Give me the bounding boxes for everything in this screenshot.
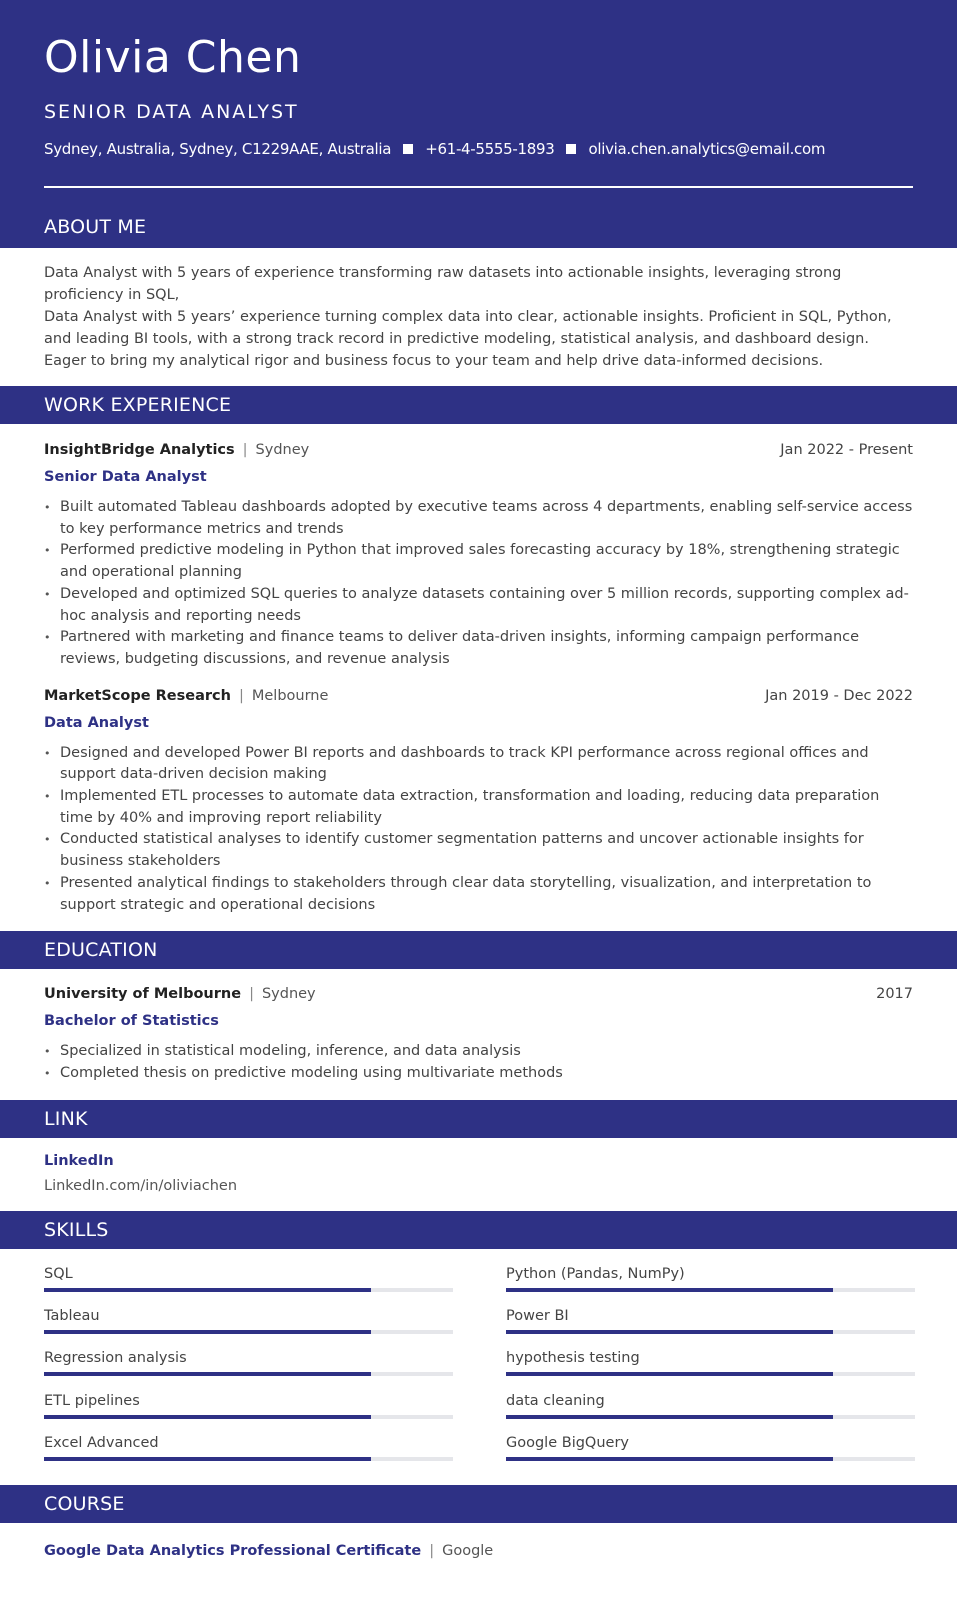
resume-header (0, 0, 957, 248)
pipe-separator: | (249, 986, 254, 1003)
job-role: Senior Data Analyst (44, 469, 207, 485)
education-entry (0, 984, 957, 1084)
skill-name: Power BI (506, 1307, 569, 1324)
skill-name: Regression analysis (44, 1350, 187, 1367)
skill-level-fill (44, 1288, 371, 1292)
skill-item (506, 1349, 915, 1391)
list-item: • Implemented ETL processes to automate data extraction, transformation and loading, reducing data preparation time by 40% and improving report reliability (44, 786, 913, 829)
link-section (0, 1138, 957, 1198)
skill-level-track (506, 1372, 915, 1376)
skill-item (506, 1434, 915, 1476)
list-item: • Built automated Tableau dashboards adopted by executive teams across 4 departments, enabling self-service access to key performance metrics and trends (44, 497, 913, 540)
section-heading-link: LINK (0, 1100, 957, 1138)
education-bullets (44, 1041, 913, 1084)
course-org: Google (442, 1543, 494, 1560)
skill-item (506, 1307, 915, 1349)
job-company: MarketScope Research (44, 687, 231, 704)
job-location: Sydney (255, 442, 310, 458)
list-item: • Developed and optimized SQL queries to analyze datasets containing over 5 million records, supporting complex ad-hoc analysis and reporting needs (44, 584, 913, 627)
contact-line (44, 138, 913, 160)
job-location: Melbourne (251, 687, 329, 704)
separator-square-icon (566, 144, 576, 154)
skill-item (506, 1265, 915, 1307)
education-section (0, 969, 957, 1084)
job-role: Data Analyst (44, 714, 149, 731)
contact-location: Sydney, Australia, Sydney, C1229AAE, Australia (44, 140, 392, 158)
skill-item (44, 1392, 453, 1434)
work-experience-section (0, 424, 957, 916)
skill-name: data cleaning (506, 1392, 605, 1409)
contact-email[interactable]: olivia.chen.analytics@email.com (588, 140, 826, 158)
skill-level-fill (506, 1330, 833, 1334)
skill-level-fill (506, 1457, 833, 1461)
list-item: • Designed and developed Power BI reports and dashboards to track KPI performance across regional offices and support data-driven decision making (44, 743, 913, 786)
job-dates: Jan 2019 - Dec 2022 (765, 687, 913, 704)
skill-level-track (44, 1372, 453, 1376)
candidate-name: Olivia Chen (44, 32, 302, 83)
list-item: • Completed thesis on predictive modeling using multivariate methods (44, 1063, 913, 1085)
separator-square-icon (403, 144, 413, 154)
section-heading-about: ABOUT ME (44, 216, 147, 238)
skill-item (44, 1349, 453, 1391)
skill-item (506, 1392, 915, 1434)
contact-phone: +61-4-5555-1893 (425, 140, 555, 158)
skill-level-fill (44, 1372, 371, 1376)
list-item: • Conducted statistical analyses to identify customer segmentation patterns and uncover actionable insights for business stakeholders (44, 829, 913, 872)
skills-grid (0, 1249, 957, 1476)
job-bullets (44, 497, 913, 671)
skill-level-track (44, 1457, 453, 1461)
skill-level-track (506, 1330, 915, 1334)
skill-level-track (506, 1288, 915, 1292)
page-margin (957, 0, 977, 1600)
skill-item (44, 1434, 453, 1476)
skill-name: ETL pipelines (44, 1392, 140, 1409)
skill-level-fill (506, 1415, 833, 1419)
section-heading-work: WORK EXPERIENCE (0, 386, 957, 424)
skill-level-track (44, 1415, 453, 1419)
skill-level-fill (44, 1330, 371, 1334)
job-dates: Jan 2022 - Present (780, 442, 913, 458)
skill-name: SQL (44, 1265, 73, 1282)
skill-name: Google BigQuery (506, 1434, 629, 1451)
pipe-separator: | (242, 442, 248, 458)
pipe-separator: | (238, 687, 244, 704)
education-location: Sydney (261, 986, 316, 1003)
skill-name: Excel Advanced (44, 1434, 159, 1451)
education-year: 2017 (876, 986, 913, 1003)
skill-level-track (44, 1288, 453, 1292)
skill-level-track (506, 1415, 915, 1419)
job-company: InsightBridge Analytics (44, 442, 235, 458)
skill-level-fill (506, 1372, 833, 1376)
skill-name: Tableau (44, 1307, 100, 1324)
skill-item (44, 1265, 453, 1307)
education-school: University of Melbourne (44, 986, 242, 1003)
about-paragraph-1: Data Analyst with 5 years of experience transforming raw datasets into actionable insights, leveraging strong proficiency in SQL, (44, 265, 842, 303)
skill-level-fill (44, 1415, 371, 1419)
list-item: • Performed predictive modeling in Python that improved sales forecasting accuracy by 18%, strengthening strategic and operational planning (44, 540, 913, 583)
skill-level-fill (44, 1457, 371, 1461)
job-entry (0, 440, 957, 671)
pipe-separator: | (429, 1543, 435, 1560)
list-item: • Partnered with marketing and finance teams to deliver data-driven insights, informing campaign performance reviews, budgeting discussions, and revenue analysis (44, 627, 913, 670)
job-bullets (44, 743, 913, 917)
section-heading-education: EDUCATION (0, 931, 957, 969)
about-section (0, 248, 957, 386)
section-heading-course: COURSE (0, 1485, 957, 1523)
candidate-title: SENIOR DATA ANALYST (44, 101, 299, 123)
link-title: LinkedIn (44, 1152, 114, 1169)
about-paragraph-2: Data Analyst with 5 years’ experience turning complex data into clear, actionable insights. Proficient in SQL, Python, and leading BI tools, with a strong track record in predictive modeling, statistical analysis, and dashboard design. Eager to bring my analytical rigor and business focus to your team and help drive data-informed decisions. (44, 309, 892, 369)
header-divider (44, 186, 913, 188)
linkedin-link[interactable]: LinkedIn.com/in/oliviachen (44, 1177, 238, 1194)
list-item: • Specialized in statistical modeling, inference, and data analysis (44, 1041, 913, 1063)
skill-level-fill (506, 1288, 833, 1292)
education-degree: Bachelor of Statistics (44, 1013, 219, 1030)
skill-name: hypothesis testing (506, 1350, 640, 1367)
skill-name: Python (Pandas, NumPy) (506, 1265, 685, 1282)
course-title: Google Data Analytics Professional Certificate (44, 1543, 422, 1560)
section-heading-skills: SKILLS (0, 1211, 957, 1249)
skill-level-track (44, 1330, 453, 1334)
course-entry (0, 1523, 957, 1561)
job-entry (0, 686, 957, 917)
skill-item (44, 1307, 453, 1349)
skill-level-track (506, 1457, 915, 1461)
list-item: • Presented analytical findings to stakeholders through clear data storytelling, visualization, and interpretation to support strategic and operational decisions (44, 873, 913, 916)
